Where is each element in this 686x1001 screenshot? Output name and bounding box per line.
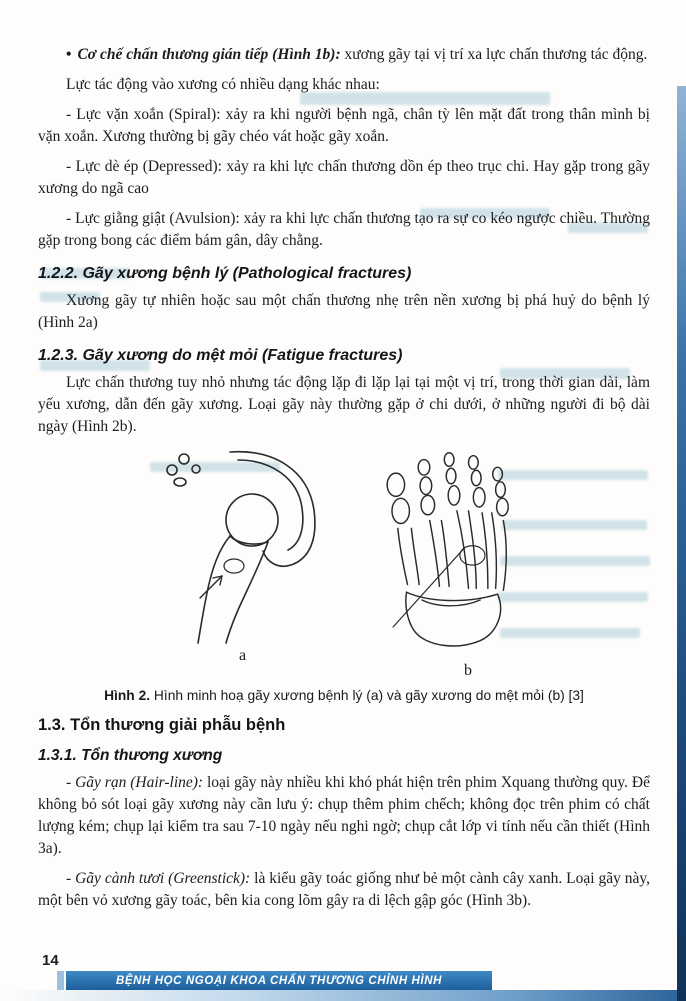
heading-1-2-3-fatigue-fractures: 1.2.3. Gãy xương do mệt mỏi (Fatigue fractures) (38, 347, 403, 364)
footer-banner: BỆNH HỌC NGOẠI KHOA CHẤN THƯƠNG CHỈNH HÌNH (66, 971, 492, 990)
paragraph-hairline (38, 772, 650, 860)
figure-2-caption (38, 688, 650, 703)
figure-2a-label: a (238, 647, 247, 664)
page-content (38, 44, 650, 920)
figure-2b-label: b (464, 662, 472, 679)
paragraph-pathological: Xương gãy tự nhiên hoặc sau một chấn thương nhẹ trên nền xương bị phá huỷ do bệnh lý (Hình 2a) (38, 292, 650, 331)
figure-2-caption-lead: Hình 2. (104, 688, 151, 703)
page-number: 14 (42, 952, 59, 969)
paragraph-text: xương gãy tại vị trí xa lực chấn thương tác động. (340, 46, 648, 63)
paragraph-lead: - Lực vặn xoắn (Spiral): (66, 106, 221, 123)
figure-2-caption-text: Hình minh hoạ gãy xương bệnh lý (a) và gãy xương do mệt mỏi (b) [3] (150, 688, 584, 703)
paragraph-lead: Cơ chế chấn thương gián tiếp (Hình 1b): (77, 46, 341, 63)
paragraph-indirect-mechanism (38, 44, 650, 66)
paragraph-spiral (38, 104, 650, 148)
paragraph-lead: - Lực giằng giật (Avulsion): (66, 210, 240, 227)
bullet-marker: • (66, 46, 72, 63)
paragraph-lead: - Gãy rạn (Hair-line): (66, 774, 204, 791)
paragraph-text: xảy ra khi người bệnh ngã, chân tỳ lên mặt đất trong thân mình bị vặn xoắn. Xương thường bị gãy chéo vát hoặc gãy xoắn. (38, 106, 650, 145)
figure-2b-foot-illustration (376, 446, 531, 680)
paragraph-avulsion (38, 208, 650, 252)
paragraph-text: loại gãy này nhiều khi khó phát hiện trên phim Xquang thường quy. Để không bỏ sót loại gãy xương này cần lưu ý: chụp thêm phim chếch; không đọc trên phim có chất lượng kém; chụp lại kiểm tra sau 7-10 ngày nếu nghi ngờ; chụp cắt lớp vi tính nếu cần thiết (Hình 3a). (38, 774, 650, 857)
paragraph-lead: - Lực dè ép (Depressed): (66, 158, 222, 175)
heading-1-2-2-pathological-fractures: 1.2.2. Gãy xương bệnh lý (Pathological fractures) (38, 265, 412, 282)
paragraph-text: xảy ra khi lực chấn thương dồn ép theo trục chi. Hay gặp trong gãy xương do ngã cao (38, 158, 650, 197)
paragraph-text: là kiểu gãy toác giống như bẻ một cành cây xanh. Loại gãy này, một bên vỏ xương gãy toác, bên kia cong lõm gây ra di lệch gập góc (Hình 3b). (38, 870, 650, 909)
foot-bones-drawing (376, 446, 531, 661)
paragraph-fatigue: Lực chấn thương tuy nhỏ nhưng tác động lặp đi lặp lại tại một vị trí, trong thời gian dài, làm yếu xương, dẫn đến gãy xương. Loại gãy này thường gặp ở chi dưới, ở những người đi bộ dài ngày (Hình 2b). (38, 374, 650, 435)
scan-edge-right (677, 86, 686, 1001)
paragraph-force-types-intro: Lực tác động vào xương có nhiều dạng khác nhau: (66, 76, 380, 93)
heading-1-3-1-bone-lesions: 1.3.1. Tổn thương xương (38, 747, 223, 764)
paragraph-depressed (38, 156, 650, 200)
paragraph-lead: - Gãy cành tươi (Greenstick): (66, 870, 251, 887)
figure-2-illustrations (38, 446, 650, 684)
figure-2a-hip-illustration (158, 446, 328, 665)
paragraph-greenstick (38, 868, 650, 912)
hip-bone-drawing (158, 446, 328, 646)
paragraph-text: xảy ra khi lực chấn thương tạo ra sự co kéo ngược chiều. Thường gặp trong bong các điểm bám gân, dây chằng. (38, 210, 650, 249)
scan-edge-bottom (0, 990, 686, 1001)
footer-banner-accent (57, 971, 64, 990)
heading-1-3-anatomy-lesions: 1.3. Tổn thương giải phẫu bệnh (38, 716, 286, 734)
